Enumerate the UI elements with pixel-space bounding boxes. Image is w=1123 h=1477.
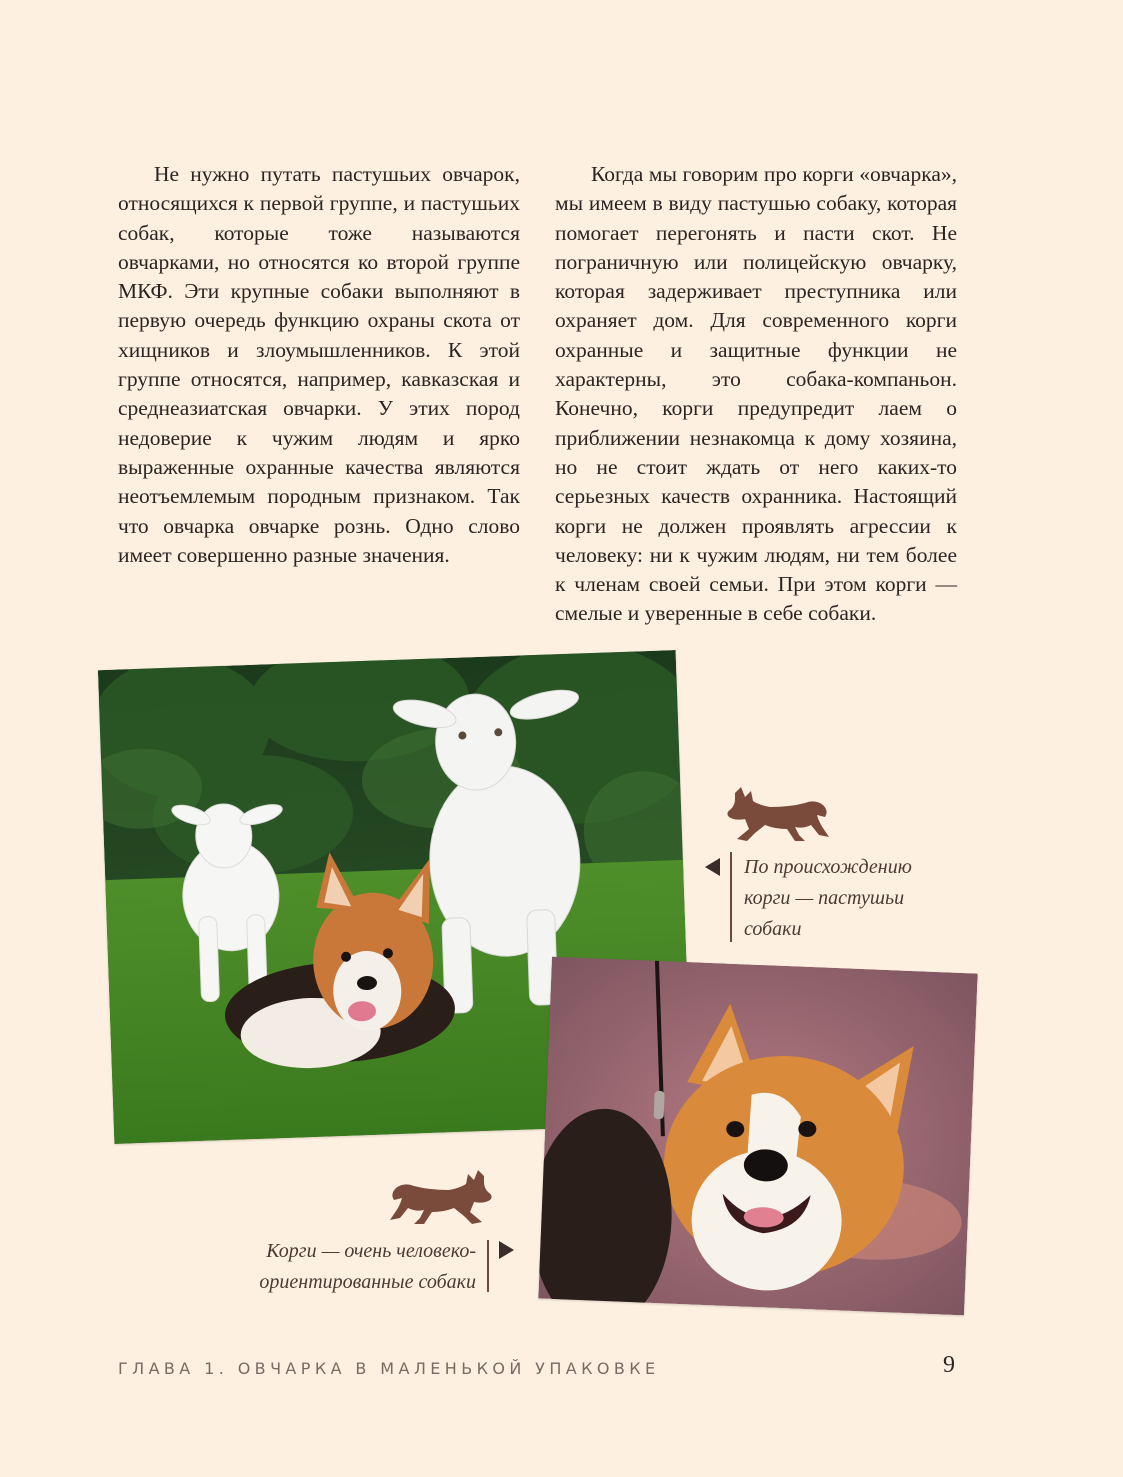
running-corgi-icon xyxy=(390,1168,494,1228)
body-column-right: Когда мы говорим про корги «овчарка», мы имеем в виду пастушью собаку, которая помогает перегонять и пасти скот. Не пограничную или полицейскую овчарку, которая задерживает преступника или охраняет дом. Для современного корги охранные и защитные функции не характерны, это собака-компаньон. Конечно, корги предупредит лаем о приближении незнакомца к дому хозяина, но не стоит ждать от него каких-то серьезных качеств охранника. Настоящий корги не должен проявлять агрессии к человеку: ни к чужим людям, ни тем более к членам своей семьи. При этом корги — смелые и уверенные в себе собаки. xyxy=(555,162,957,626)
page-number: 9 xyxy=(943,1352,955,1378)
caption-left-line-1: Корги — очень человеко- xyxy=(266,1240,476,1262)
caption-divider xyxy=(487,1240,489,1292)
caption-divider xyxy=(730,852,732,942)
caption-right-line-2: корги — пастушьи xyxy=(744,887,905,909)
body-column-left: Не нужно путать пастушьих овчарок, относящихся к первой группе, и пастушьих собак, которые тоже называются овчарками, но относятся ко второй группе МКФ. Эти крупные собаки выполняют в первую очередь функцию охраны скота от хищников и злоумышленников. К этой группе относятся, например, кавказская и среднеазиатская овчарки. У этих пород недоверие к чужим людям и ярко выраженные охранные качества являются неотъемлемым породным признаком. Так что овчарка овчарке рознь. Одно слово имеет совершенно разные значения. xyxy=(118,162,520,567)
caption-right-line-1: По происхождению xyxy=(744,856,912,878)
caption-right xyxy=(744,852,944,945)
photo-corgi-portrait xyxy=(538,957,977,1316)
caption-left-line-2: ориентированные собаки xyxy=(259,1271,476,1293)
running-footer-chapter: ГЛАВА 1. ОВЧАРКА В МАЛЕНЬКОЙ УПАКОВКЕ xyxy=(118,1359,660,1378)
running-corgi-icon xyxy=(725,785,830,845)
caption-left xyxy=(240,1236,476,1298)
caption-pointer-left-icon xyxy=(705,858,720,876)
caption-pointer-right-icon xyxy=(499,1241,514,1259)
caption-right-line-3: собаки xyxy=(744,918,802,940)
